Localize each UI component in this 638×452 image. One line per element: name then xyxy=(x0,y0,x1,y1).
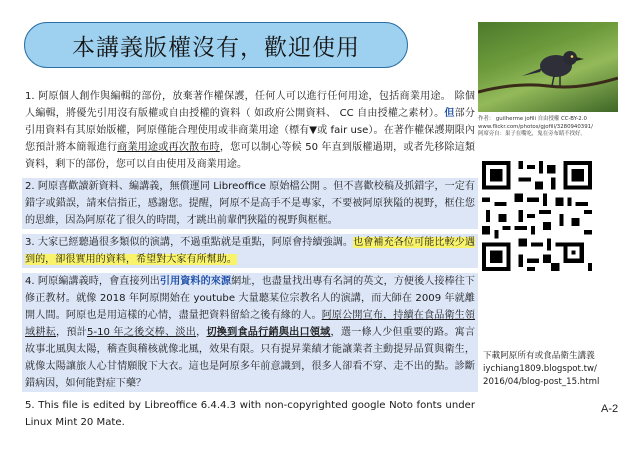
p4-text-a: 4. 阿原編講義時，會直接列出 xyxy=(25,276,160,287)
qr-code-graphic xyxy=(478,157,596,275)
p1-highlight-but: 但 xyxy=(444,108,455,119)
p4-underline-announce: 阿原公開宣布，持續在食品衛生領域耕耘 xyxy=(25,310,476,338)
credit-line-3: 阿席旁自：果子在嘴吃，鬼在旁布睛不找好。 xyxy=(478,131,586,137)
paragraph-1 xyxy=(25,88,475,173)
p4-text-g: ， xyxy=(196,327,207,338)
qr-caption xyxy=(483,350,633,389)
main-column xyxy=(25,88,475,436)
paragraph-2: 2. 阿原喜歡讀新資料、編講義，無償運同 Libreoffice 原始檔公開 。但不喜歡校稿及抓錯字，一定有錯字或錯誤，請來信指正，感謝您。提醒，阿原不是高手不是專家，不要被阿原狹隘的視野，框住您的思維，因為阿原花了很久的時間，才跳出前輩們狹隘的視野與框框。 xyxy=(22,178,478,229)
qr-caption-line-1: 下載阿原所有或食品衛生講義 xyxy=(483,351,595,361)
credit-line-1: 作者： guilherme jofili 自由授權 CC-BY-2.0 xyxy=(478,116,587,122)
credit-line-2: www.flickr.com/photos/gjofili/3280940391/ xyxy=(478,123,593,130)
p3-yellow-highlight: 也會補充各位可能比較少遇到的，卻很實用的資料，希望對大家有所幫助。 xyxy=(25,237,476,265)
p4-text-i: ，選一條人少但重要的路。寓言故事北風與太陽，稽查與稽核就像北風，效果有限。只有提昇業績才能讓業者主動提昇品質與衛生，就像太陽讓旅人心甘情願脫下大衣。這也是阿原多年前意識到，很多人卻看不穿、走不出的點。診斷錯病因，如何能對症下藥？ xyxy=(25,327,476,389)
title-banner xyxy=(24,22,408,68)
qr-caption-url-line-1[interactable]: iychiang1809.blogspot.tw/ xyxy=(483,364,597,374)
p1-underline-commercial: 商業用途或再次散布時 xyxy=(117,142,220,153)
p1-text-a: 1. 阿原個人創作與編輯的部份，放棄著作權保護，任何人可以進行任何用途，包括商業用途。 除個人編輯，將優先引用沒有版權或自由授權的資料（ 如政府公開資料、 CC 自由授權之素材）。 xyxy=(25,91,475,119)
p4-text-e: ，預計 xyxy=(56,327,88,338)
qr-code[interactable] xyxy=(478,157,596,275)
photo-credit xyxy=(478,116,628,139)
p1-text-e: ，您可以制心等候 50 年直到版權過期，或者先移除這類資料，剩下的部份，您可以自由使用及商業用途。 xyxy=(25,142,476,170)
p4-text-c: 網址，也盡量找出專有名詞的英文，方便後人接棒往下修正教材。就像 2018 年阿原開始在 youtube 大量聽某位宗教名人的演講，而大師在 2009 年就離開人間。阿原也是用這樣的心情，盡量把資料留給之後有緣的人。 xyxy=(25,276,476,321)
paragraph-3 xyxy=(22,234,478,268)
bird-illustration xyxy=(478,22,618,112)
p3-text-a: 3. 大家已經聽過很多類似的演講，不過重點就是重點，阿原會持續強調。 xyxy=(25,237,354,248)
bird-photo xyxy=(478,22,618,112)
qr-caption-url-line-2[interactable]: 2016/04/blog-post_15.html xyxy=(483,377,600,387)
paragraph-4 xyxy=(22,273,478,392)
p4-source-link-label: 引用資料的來源 xyxy=(159,276,232,287)
page-title: 本講義版權沒有，歡迎使用 xyxy=(72,34,360,61)
p4-underline-years: 5-10 年之後交棒、淡出 xyxy=(87,327,197,338)
paragraph-5: 5. This file is edited by Libreoffice 6.4.4.3 with non-copyrighted google Noto fonts under Linux Mint 20 Mate. xyxy=(25,400,475,428)
page-number: A-2 xyxy=(601,403,619,415)
p4-underline-switch: 切換到食品行銷與出口領域 xyxy=(206,327,331,338)
p1-text-c: 部分引用資料有其原始版權，阿原僅能合理使用或非商業用途（標有▼或 fair use）。在著作權保護期限內您預計將本簡報進行 xyxy=(25,108,476,153)
